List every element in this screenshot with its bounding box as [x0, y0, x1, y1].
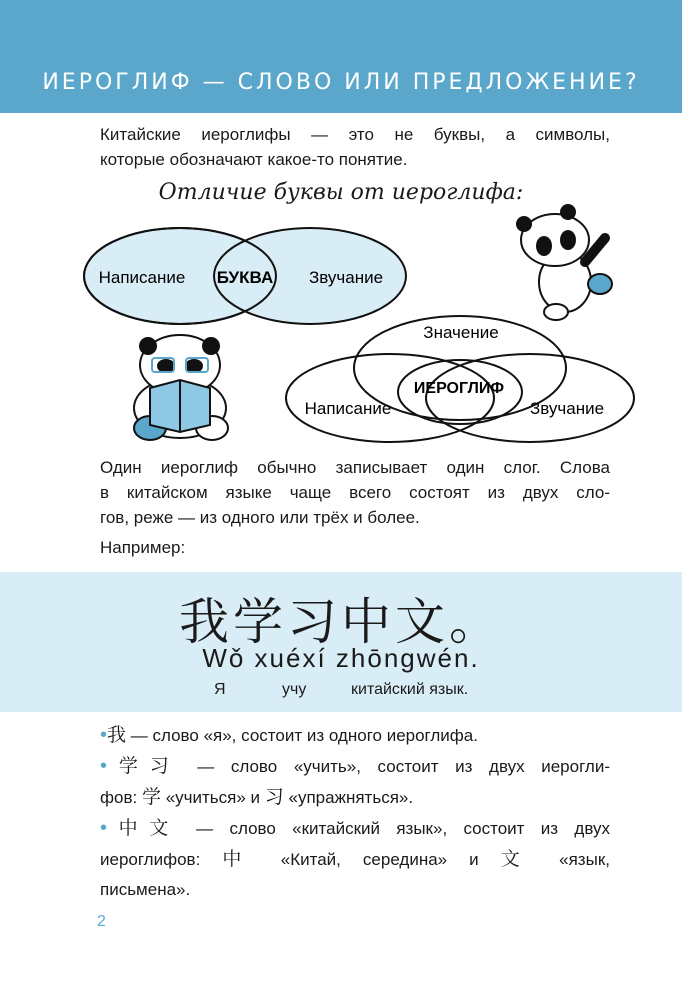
hieroglyph-left-label: Написание	[304, 399, 392, 418]
letter-center-label: БУКВА	[216, 268, 274, 287]
example-label: Например:	[100, 538, 186, 557]
letter-left-label: Написание	[98, 268, 186, 287]
translation-word-3: китайский язык.	[351, 681, 469, 698]
bullet-list	[100, 720, 610, 905]
intro-line: которые обозначают какое-то понятие.	[100, 150, 408, 169]
page-number: 2	[97, 913, 106, 930]
body-paragraph	[100, 455, 610, 530]
bullet-item	[100, 813, 610, 844]
example-pinyin: Wǒ xuéxí zhōngwén.	[202, 643, 480, 673]
bullet-continuation: письмена».	[100, 880, 191, 899]
translation-word-1: Я	[214, 681, 226, 698]
bullet-dot-icon: •	[100, 724, 108, 746]
bullet-continuation: фов: 学 «учиться» и 习 «упражняться».	[100, 786, 414, 808]
bullet-dot-icon: •	[100, 817, 108, 839]
hieroglyph-center-label: ИЕРОГЛИФ	[413, 380, 505, 397]
translation-word-2: учу	[282, 681, 307, 698]
bullet-continuation: иероглифов: 中 «Китай, середина» и 文 «язык,	[100, 848, 610, 870]
venn-diagrams	[0, 0, 682, 460]
bullet-item	[100, 751, 610, 782]
bullet-hanzi: 我	[107, 724, 127, 746]
body-line: гов, реже — из одного или трёх и более.	[100, 508, 420, 527]
intro-line: Китайские иероглифы — это не буквы, а символы,	[100, 125, 610, 144]
example-hanzi: 我学习中文。	[179, 593, 503, 651]
panda-reading-illustration	[134, 335, 228, 440]
panda-waving-illustration	[516, 204, 612, 320]
bullet-text: — слово «китайский язык», состоит из двух	[196, 819, 610, 838]
bullet-hanzi: 中文	[107, 817, 180, 839]
body-line: Один иероглиф обычно записывает один слог. Слова	[100, 458, 610, 477]
bullet-dot-icon: •	[100, 755, 108, 777]
bullet-text: — слово «учить», состоит из двух иерогли-	[197, 757, 610, 776]
bullet-text: — слово «я», состоит из одного иероглифа.	[130, 726, 478, 745]
bullet-item	[100, 720, 610, 751]
hieroglyph-top-label: Значение	[423, 323, 499, 342]
hieroglyph-right-label: Звучание	[529, 399, 605, 418]
page-title: ИЕРОГЛИФ — СЛОВО ИЛИ ПРЕДЛОЖЕНИЕ?	[42, 70, 640, 95]
hieroglyph-circle-writing	[286, 354, 494, 442]
body-line: в китайском языке чаще всего состоят из двух сло-	[100, 483, 610, 502]
hieroglyph-circle-sound	[426, 354, 634, 442]
diagram-title: Отличие буквы от иероглифа:	[158, 180, 524, 205]
letter-right-label: Звучание	[308, 268, 384, 287]
bullet-hanzi: 学习	[107, 755, 181, 777]
